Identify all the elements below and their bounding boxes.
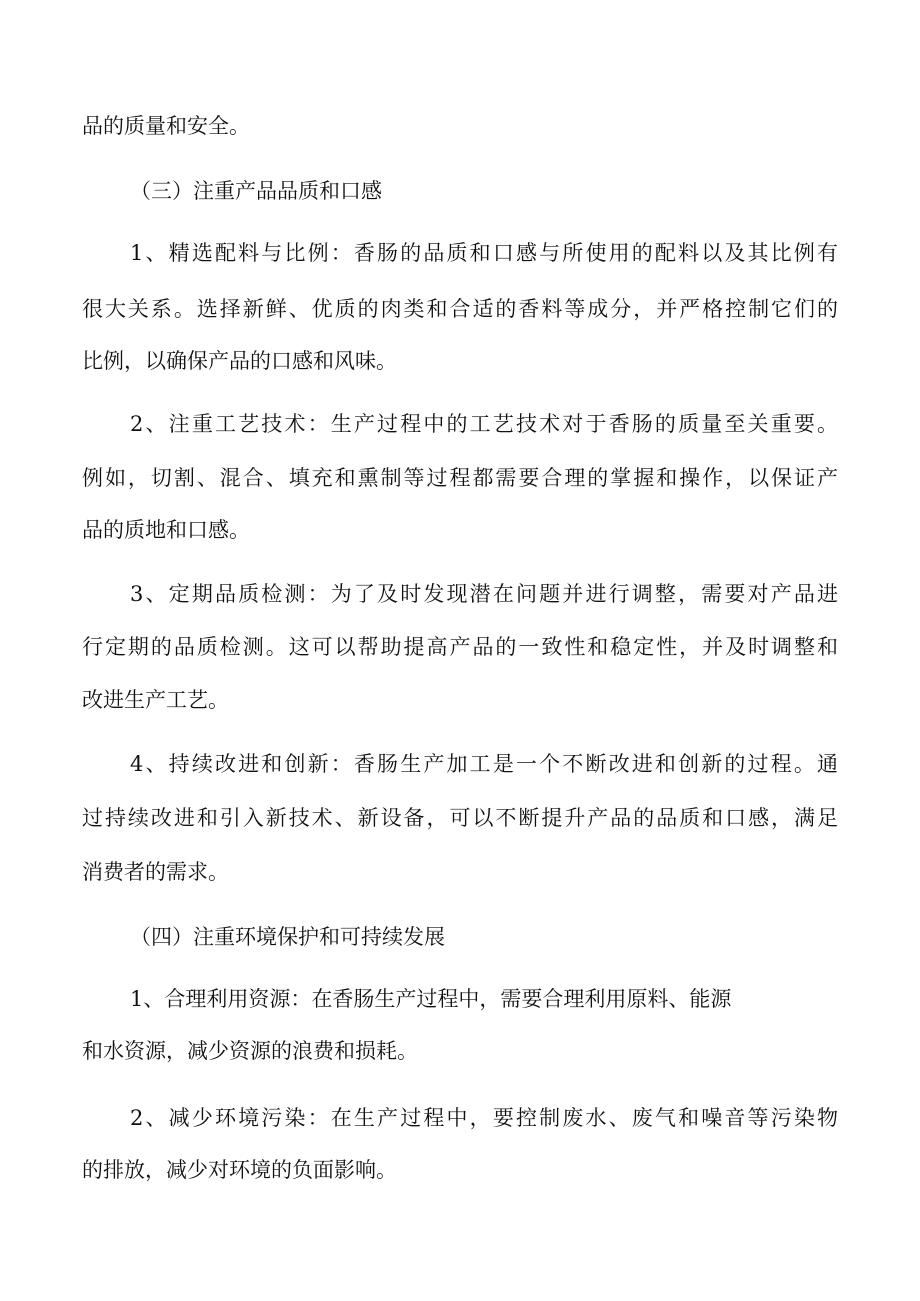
paragraph-line: 3、定期品质检测：为了及时发现潜在问题并进行调整，需要对产品进	[130, 582, 838, 606]
paragraph-line: 4、持续改进和创新：香肠生产加工是一个不断改进和创新的过程。通	[130, 752, 838, 776]
paragraph-line: 1、合理利用资源：在香肠生产过程中，需要合理利用原料、能源	[130, 987, 732, 1011]
paragraph-line: 很大关系。选择新鲜、优质的肉类和合适的香料等成分，并严格控制它们的	[82, 297, 838, 321]
paragraph-line: 2、注重工艺技术：生产过程中的工艺技术对于香肠的质量至关重要。	[130, 412, 838, 436]
paragraph-line: 消费者的需求。	[82, 860, 229, 884]
section-heading: （三）注重产品品质和口感	[130, 179, 382, 203]
paragraph-line: 2、减少环境污染：在生产过程中，要控制废水、废气和噪音等污染物	[130, 1106, 838, 1130]
paragraph-line: 的排放，减少对环境的负面影响。	[82, 1158, 397, 1182]
paragraph-line: 品的质量和安全。	[82, 114, 250, 138]
paragraph-line: 品的质地和口感。	[82, 518, 250, 542]
paragraph-line: 比例，以确保产品的口感和风味。	[82, 349, 397, 373]
paragraph-line: 过持续改进和引入新技术、新设备，可以不断提升产品的品质和口感，满足	[82, 806, 838, 830]
paragraph-line: 改进生产工艺。	[82, 688, 229, 712]
section-heading: （四）注重环境保护和可持续发展	[130, 925, 445, 949]
paragraph-line: 例如，切割、混合、填充和熏制等过程都需要合理的掌握和操作，以保证产	[82, 466, 838, 490]
paragraph-line: 和水资源，减少资源的浪费和损耗。	[82, 1039, 418, 1063]
paragraph-line: 1、精选配料与比例：香肠的品质和口感与所使用的配料以及其比例有	[130, 241, 838, 265]
paragraph-line: 行定期的品质检测。这可以帮助提高产品的一致性和稳定性，并及时调整和	[82, 635, 838, 659]
